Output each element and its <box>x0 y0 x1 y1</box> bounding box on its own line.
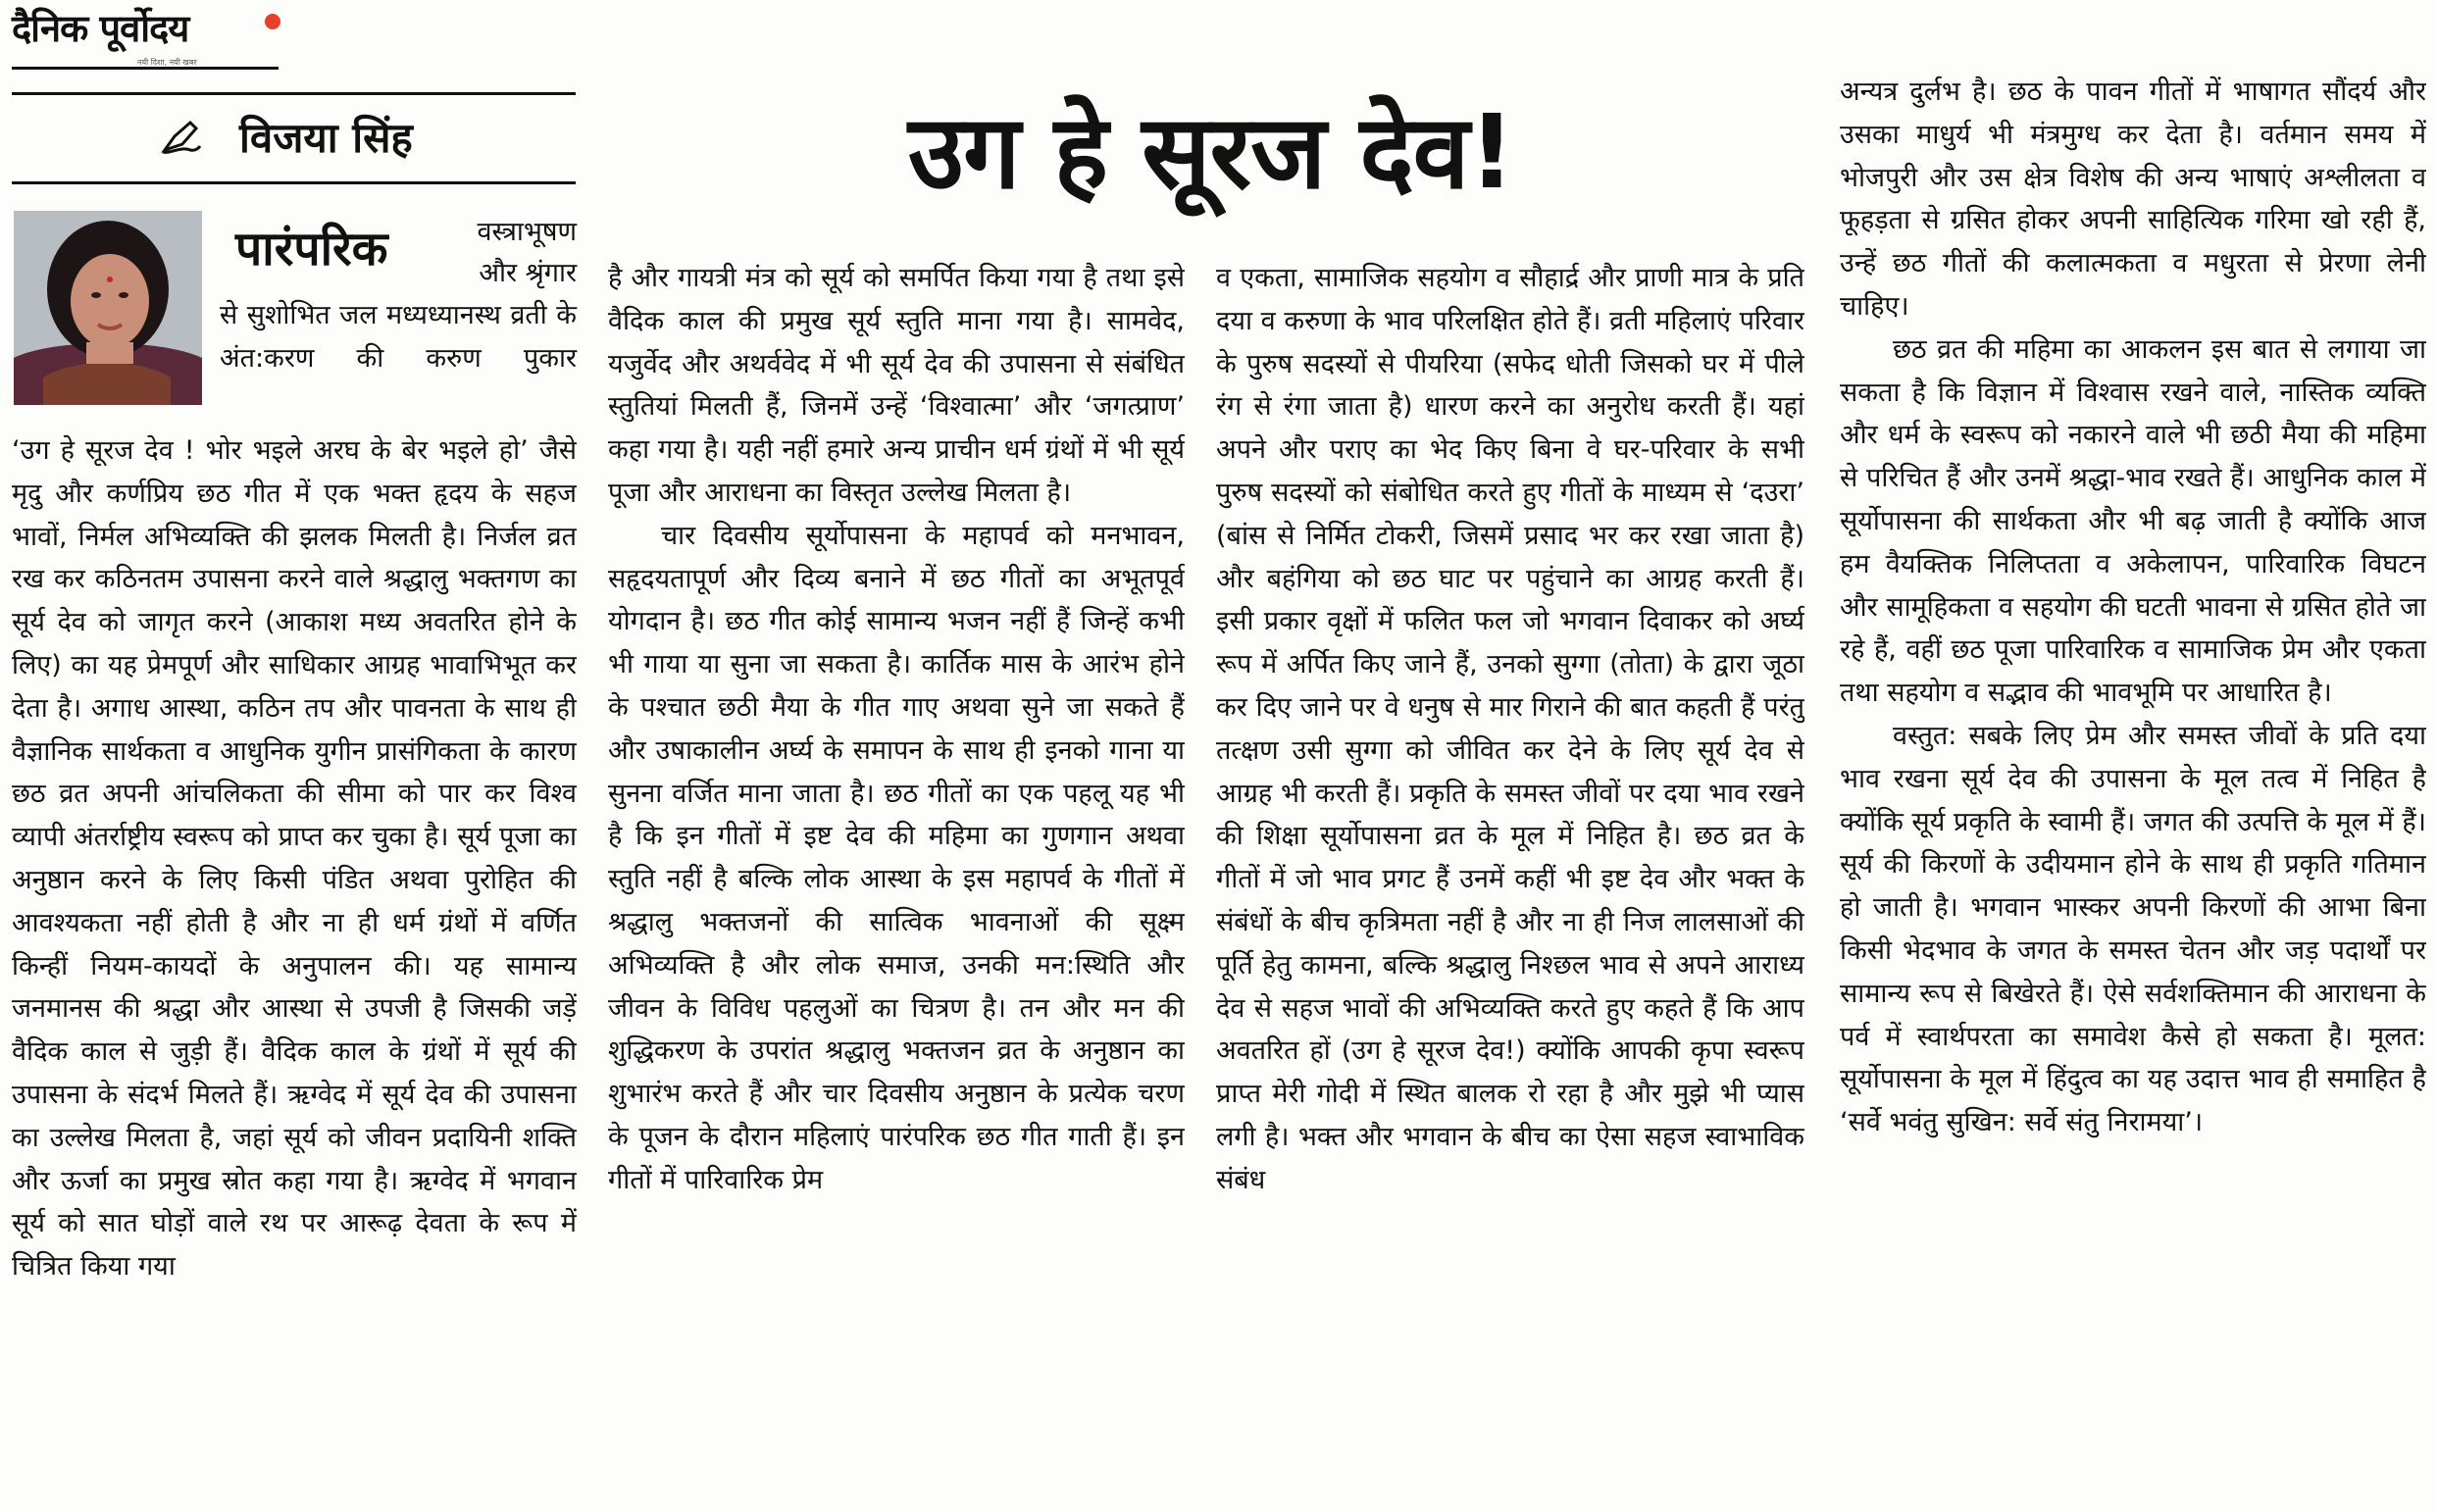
paragraph: छठ व्रत की महिमा का आकलन इस बात से लगाया जा सकता है कि विज्ञान में विश्वास रखने वाले, नास्तिक व्यक्ति और धर्म के स्वरूप को नकारने वाले भी छठी मैया की महिमा से परिचित हैं और उनमें श्रद्धा-भाव रखते हैं। आधुनिक काल में सूर्योपासना की सार्थकता और भी बढ़ जाती है क्योंकि आज हम वैयक्तिक निलिप्तता व अकेलापन, पारिवारिक विघटन और सामूहिकता व सहयोग की घटती भावना से ग्रसित होते जा रहे हैं, वहीं छठ पूजा पारिवारिक व सामाजिक प्रेम और एकता तथा सहयोग व सद्भाव की भावभूमि पर आधारित है। <box>1840 333 2426 709</box>
logo-dot-icon <box>265 14 280 29</box>
paragraph: है और गायत्री मंत्र को सूर्य को समर्पित किया गया है तथा इसे वैदिक काल की प्रमुख सूर्य स्तुति माना गया है। सामवेद, यजुर्वेद और अथर्ववेद में भी सूर्य देव की उपासना से संबंधित स्तुतियां मिलती हैं, जिनमें उन्हें ‘विश्वात्मा’ और ‘जगत्प्राण’ कहा गया है। यही नहीं हमारे अन्य प्राचीन धर्म ग्रंथों में भी सूर्य पूजा और आराधना का विस्तृत उल्लेख मिलता है। <box>608 263 1185 508</box>
paragraph: चार दिवसीय सूर्योपासना के महापर्व को मनभावन, सहृदयतापूर्ण और दिव्य बनाने में छठ गीतों का अभूतपूर्व योगदान है। छठ गीत कोई सामान्य भजन नहीं हैं जिन्हें कभी भी गाया या सुना जा सकता है। कार्तिक मास के आरंभ होने के पश्चात छठी मैया के गीत गाए अथवा सुने जा सकते हैं और उषाकालीन अर्घ्य के समापन के साथ ही इनको गाना या सुनना वर्जित माना जाता है। छठ गीतों का एक पहलू यह भी है कि इन गीतों में इष्ट देव की महिमा का गुणगान अथवा स्तुति नहीं है बल्कि लोक आस्था के इस महापर्व के गीतों में श्रद्धालु भक्तजनों की सात्विक भावनाओं की सूक्ष्म अभिव्यक्ति है और लोक समाज, उनकी मन:स्थिति और जीवन के विविध पहलुओं का चित्रण है। तन और मन की शुद्धिकरण के उपरांत श्रद्धालु भक्तजन व्रत के अनुष्ठान का शुभारंभ करते हैं और चार दिवसीय अनुष्ठान के प्रत्येक चरण के पूजन के दौरान महिलाएं पारंपरिक छठ गीत गाती हैं। इन गीतों में पारिवारिक प्रेम <box>608 520 1185 1195</box>
paragraph: वस्तुत: सबके लिए प्रेम और समस्त जीवों के प्रति दया भाव रखना सूर्य देव की उपासना के मूल तत्व में निहित है क्योंकि सूर्य प्रकृति के स्वामी हैं। जगत की उत्पत्ति के मूल में हैं। सूर्य की किरणों के उदीयमान होने के साथ ही प्रकृति गतिमान हो जाती है। भगवान भास्कर अपनी किरणों की आभा बिना किसी भेदभाव के जगत के समस्त चेतन और जड़ पदार्थों पर सामान्य रूप से बिखेरते हैं। ऐसे सर्वशक्तिमान की आराधना के पर्व में स्वार्थपरता का समावेश कैसे हो सकता है। मूलत: सूर्योपासना के मूल में हिंदुत्व का यह उदात्त भाव ही समाहित है ‘सर्वे भवंतु सुखिन: सर्वे संतु निरामया’। <box>1840 720 2426 1138</box>
paragraph: अन्यत्र दुर्लभ है। छठ के पावन गीतों में भाषागत सौंदर्य और उसका माधुर्य भी मंत्रमुग्ध कर देता है। वर्तमान समय में भोजपुरी और उस क्षेत्र विशेष की अन्य भाषाएं अश्लीलता व फूहड़ता से ग्रसित होकर अपनी साहित्यिक गरिमा खो रही हैं, उन्हें छठ गीतों की कलात्मकता व मधुरता से प्रेरणा लेनी चाहिए। <box>1840 76 2426 322</box>
intro-continuation: से सुशोभित जल मध्यध्यानस्थ व्रती के अंत:करण की करुण पुकार <box>220 300 577 374</box>
paragraph: व एकता, सामाजिक सहयोग व सौहार्द्र और प्राणी मात्र के प्रति दया व करुणा के भाव परिलक्षित होते हैं। व्रती महिलाएं परिवार के पुरुष सदस्यों से पीयरिया (सफेद धोती जिसको घर में पीले रंग से रंगा जाता है) धारण करने का अनुरोध करती हैं। यहां अपने और पराए का भेद किए बिना वे घर-परिवार के सभी पुरुष सदस्यों को संबोधित करते हुए गीतों के माध्यम से ‘दउरा’ (बांस से निर्मित टोकरी, जिसमें प्रसाद भर कर रखा जाता है) और बहंगिया को छठ घाट पर पहुंचाने का आग्रह करती हैं। इसी प्रकार वृक्षों में फलित फल जो भगवान दिवाकर को अर्घ्य रूप में अर्पित किए जाने हैं, उनको सुग्गा (तोता) के द्वारा जूठा कर दिए जाने पर वे धनुष से मार गिराने की बात कहती हैं परंतु तत्क्षण उसी सुग्गा को जीवित कर देने के लिए सूर्य देव से आग्रह भी करती हैं। प्रकृति के समस्त जीवों पर दया भाव रखने की शिक्षा सूर्योपासना व्रत के मूल में निहित है। छठ व्रत के गीतों में जो भाव प्रगट हैं उनमें कहीं भी इष्ट देव और भक्त के संबंधों के बीच कृत्रिमता नहीं है और ना ही निज लालसाओं की पूर्ति हेतु कामना, बल्कि श्रद्धालु निश्छल भाव से अपने आराध्य देव से सहज भावों की अभिव्यक्ति करते हुए कहते हैं कि आप अवतरित हों (उग हे सूरज देव!) क्योंकि आपकी कृपा स्वरूप प्राप्त मेरी गोदी में स्थित बालक रो रहा है और मुझे भी प्यास लगी है। भक्त और भगवान के बीच का ऐसा सहज स्वाभाविक संबंध <box>1216 263 1804 1195</box>
headline: उग हे सूरज देव! <box>908 92 1514 212</box>
paragraph: ‘उग हे सूरज देव ! भोर भइले अरघ के बेर भइले हो’ जैसे मृदु और कर्णप्रिय छठ गीत में एक भक्त हृदय के सहज भावों, निर्मल अभिव्यक्ति की झलक मिलती है। निर्जल व्रत रख कर कठिनतम उपासना करने वाले श्रद्धालु भक्तगण का सूर्य देव को जागृत करने (आकाश मध्य अवतरित होने के लिए) का यह प्रेमपूर्ण और साधिकार आग्रह भावाभिभूत कर देता है। अगाध आस्था, कठिन तप और पावनता के साथ ही वैज्ञानिक सार्थकता व आधुनिक युगीन प्रासंगिकता के कारण छठ व्रत अपनी आंचलिकता की सीमा को पार कर विश्व व्यापी अंतर्राष्ट्रीय स्वरूप को प्राप्त कर चुका है। सूर्य पूजा का अनुष्ठान करने के लिए किसी पंडित अथवा पुरोहित की आवश्यकता नहीं होती है और ना ही धर्म ग्रंथों में वर्णित किन्हीं नियम-कायदों के अनुपालन की। यह सामान्य जनमानस की श्रद्धा और आस्था से उपजी है जिसकी जड़ें वैदिक काल से जुड़ी हैं। वैदिक काल के ग्रंथों में सूर्य की उपासना के संदर्भ मिलते हैं। ऋग्वेद में सूर्य देव की उपासना का उल्लेख मिलता है, जहां सूर्य को जीवन प्रदायिनी शक्ति और ऊर्जा का प्रमुख स्रोत कहा गया है। ऋग्वेद में भगवान सूर्य को सात घोड़ों वाले रथ पर आरूढ़ देवता के रूप में चित्रित किया गया <box>12 435 577 1283</box>
newspaper-tagline: नयी दिशा, नयी खबर <box>137 58 197 67</box>
byline <box>12 92 576 184</box>
masthead-rule <box>12 67 279 70</box>
author-name: विजया सिंह <box>239 114 413 162</box>
intro-right-text: वस्त्राभूषण और श्रृंगार <box>477 217 577 288</box>
author-photo <box>14 211 202 405</box>
pen-icon <box>161 117 204 156</box>
article-column-3 <box>1216 257 1804 1508</box>
newspaper-logo: दैनिक पूर्वोदय <box>12 7 189 50</box>
article-column-4 <box>1840 71 2426 1508</box>
masthead <box>12 4 279 69</box>
article-column-1 <box>12 429 577 1508</box>
intro-lead-word: पारंपरिक <box>235 222 388 277</box>
article-column-2 <box>608 257 1185 1508</box>
